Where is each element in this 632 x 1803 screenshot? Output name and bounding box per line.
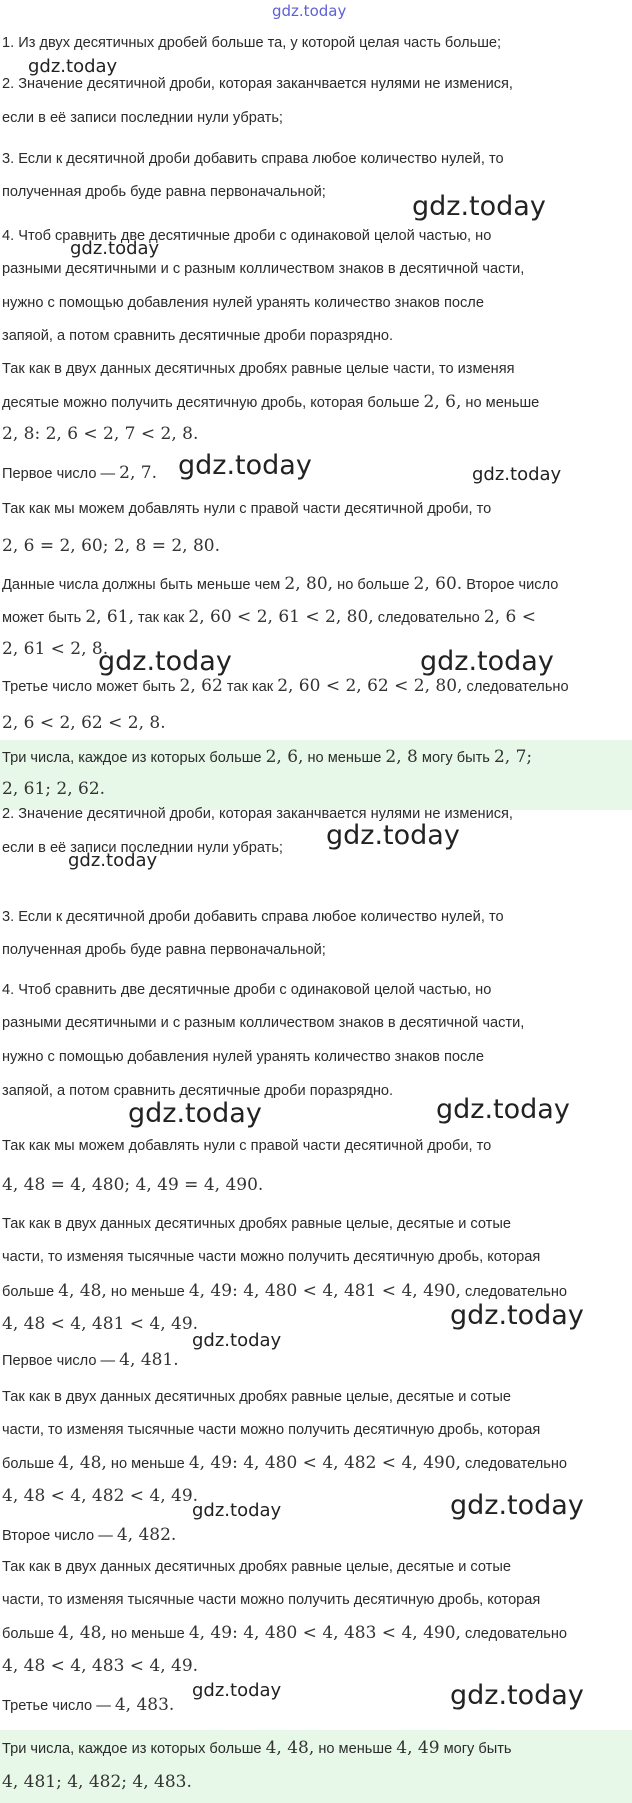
math-expression: 4, 481. [119,1350,179,1370]
text-line [0,1737,512,1760]
text-segment: Три числа, каждое из которых больше [2,750,266,766]
text-line [0,1386,511,1408]
math-expression: 2, 7. [119,463,157,483]
watermark: gdz.today [28,56,118,77]
text-segment: следовательно [462,679,569,695]
math-expression: 2, 61 < 2, 8. [2,639,109,659]
text-line [0,258,524,280]
text-line [0,1485,198,1508]
text-segment: 3. Если к десятичной дроби добавить справа любое количество нулей, то [2,909,504,925]
text-line [0,979,491,1001]
math-expression: 2, 62 [179,676,223,696]
text-segment: могу быть [417,750,494,766]
text-line [0,1174,263,1197]
math-expression: 4, 481; 4, 482; 4, 483. [2,1772,192,1792]
math-expression: 2, 60 < 2, 61 < 2, 80, [188,607,374,627]
text-line [0,32,501,54]
text-line [0,358,515,380]
math-expression: 2, 80, [284,574,334,594]
text-line [0,939,326,961]
text-segment: запяой, а потом сравнить десятичные дроби поразрядно. [2,328,394,344]
text-segment: десятые можно получить десятичную дробь, которая больше [2,395,424,411]
math-expression: 2, 6 < 2, 62 < 2, 8. [2,713,166,733]
text-segment: но меньше [314,1741,397,1757]
text-segment: могу быть [439,1741,512,1757]
text-segment: Три числа, каждое из которых больше [2,1741,266,1757]
text-line [0,1349,179,1372]
text-segment: так как [222,679,278,695]
text-segment: но меньше [106,1284,189,1300]
top-watermark: gdz.today [272,2,347,20]
text-segment: Так как в двух данных десятичных дробях равные целые, десятые и сотые [2,1389,511,1405]
math-expression: 4, 482. [116,1525,177,1545]
math-expression: 4, 49: 4, 480 < 4, 481 < 4, 490, [188,1281,461,1301]
text-line [0,292,484,314]
math-expression: 2, 60 < 2, 62 < 2, 80, [277,676,463,696]
text-line [0,1655,198,1678]
math-expression: 2, 7; [493,747,533,767]
text-segment: следовательно [460,1626,568,1642]
text-segment: полученная дробь буде равна первоначальной; [2,942,326,958]
text-line [0,638,108,661]
text-segment: 4. Чтоб сравнить две десятичные дроби с одинаковой целой частью, но [2,228,492,244]
watermark: gdz.today [436,1094,570,1125]
text-segment: 2. Значение десятичной дроби, которая заканчвается нулями не изменися, [2,76,513,92]
text-segment: Первое число — [2,1353,120,1369]
text-segment: Третье число может быть [2,679,180,695]
text-line [0,1012,524,1034]
text-segment: но меньше [106,1626,189,1642]
math-expression: 4, 48 = 4, 480; 4, 49 = 4, 490. [2,1175,264,1195]
watermark: gdz.today [412,191,546,222]
math-expression: 2, 6 = 2, 60; 2, 8 = 2, 80. [2,536,221,556]
math-expression: 2, 8: 2, 6 < 2, 7 < 2, 8. [2,424,199,444]
text-segment: но больше [333,577,414,593]
watermark: gdz.today [178,450,312,481]
text-segment: больше [2,1284,59,1300]
text-line [0,1524,176,1547]
text-line [0,107,283,129]
text-segment: разными десятичными и с разным колличеством знаков в десятичной части, [2,261,525,277]
math-expression: 4, 48 < 4, 481 < 4, 49. [2,1314,199,1334]
text-segment: но меньше [106,1456,189,1472]
text-line [0,391,539,414]
math-expression: 4, 49: 4, 480 < 4, 482 < 4, 490, [188,1453,461,1473]
text-segment: разными десятичными и с разным колличеством знаков в десятичной части, [2,1015,525,1031]
text-segment: но меньше [461,395,540,411]
text-segment: если в её записи последнии нули убрать; [2,110,283,126]
text-line [0,535,220,558]
math-expression: 4, 48, [58,1453,107,1473]
text-segment: больше [2,1626,59,1642]
math-expression: 2, 6, [423,392,462,412]
text-line [0,1246,540,1268]
text-line [0,712,166,735]
text-segment: части, то изменяя тысячные части можно получить десятичную дробь, которая [2,1592,541,1608]
text-line [0,1589,540,1611]
text-segment: запяой, а потом сравнить десятичные дроби поразрядно. [2,1083,394,1099]
text-line [0,181,326,203]
text-segment: так как [133,610,189,626]
text-line [0,778,105,801]
text-segment: Так как мы можем добавлять нули с правой части десятичной дроби, то [2,501,492,517]
watermark: gdz.today [128,1098,262,1129]
math-expression: 4, 48 < 4, 482 < 4, 49. [2,1486,199,1506]
text-segment: если в её записи последнии нули убрать; [2,840,283,856]
text-segment: следовательно [373,610,484,626]
text-segment: Второе число [462,577,559,593]
text-segment: части, то изменяя тысячные части можно получить десятичную дробь, которая [2,1249,541,1265]
math-expression: 4, 49: 4, 480 < 4, 483 < 4, 490, [188,1623,461,1643]
text-line [0,1213,511,1235]
text-line [0,1046,484,1068]
watermark: gdz.today [98,646,232,677]
text-line [0,1622,567,1645]
math-expression: 4, 48, [58,1281,107,1301]
watermark: gdz.today [472,464,562,485]
watermark: gdz.today [192,1680,282,1701]
math-expression: 4, 48, [265,1738,315,1758]
watermark: gdz.today [68,850,158,871]
text-segment: Так как в двух данных десятичных дробях равные целые, десятые и сотые [2,1559,511,1575]
text-segment: Данные числа должны быть меньше чем [2,577,285,593]
watermark: gdz.today [326,820,460,851]
text-segment: Так как мы можем добавлять нули с правой части десятичной дроби, то [2,1138,492,1154]
math-expression: 4, 483. [114,1695,175,1715]
text-line [0,423,198,446]
text-segment: больше [2,1456,59,1472]
watermark: gdz.today [192,1330,282,1351]
text-segment: 2. Значение десятичной дроби, которая заканчвается нулями не изменися, [2,806,513,822]
text-line [0,573,558,596]
text-line [0,606,536,629]
watermark: gdz.today [420,646,554,677]
math-expression: 4, 48 < 4, 483 < 4, 49. [2,1656,199,1676]
math-expression: 2, 6, [265,747,304,767]
text-segment: Третье число — [2,1698,115,1714]
text-segment: Так как в двух данных десятичных дробях равные целые, десятые и сотые [2,1216,511,1232]
text-segment: следовательно [460,1284,568,1300]
watermark: gdz.today [70,238,160,259]
text-segment: части, то изменяя тысячные части можно получить десятичную дробь, которая [2,1422,541,1438]
text-line [0,675,569,698]
math-expression: 2, 6 < [483,607,536,627]
text-line [0,462,157,485]
text-segment: следовательно [460,1456,568,1472]
text-segment: Первое число — [2,466,120,482]
text-segment: Второе число — [2,1528,117,1544]
text-segment: нужно с помощью добавления нулей уранять количество знаков после [2,1049,484,1065]
text-line [0,1694,174,1717]
watermark: gdz.today [450,1300,584,1331]
text-line [0,1556,511,1578]
text-segment: может быть [2,610,86,626]
math-expression: 4, 48, [58,1623,107,1643]
text-segment: но меньше [303,750,386,766]
text-line [0,1313,198,1336]
text-segment: 3. Если к десятичной дроби добавить справа любое количество нулей, то [2,151,504,167]
text-line [0,325,393,347]
watermark: gdz.today [192,1500,282,1521]
text-line [0,906,504,928]
text-line [0,1135,491,1157]
watermark: gdz.today [450,1490,584,1521]
text-line [0,746,532,769]
text-line [0,1452,567,1475]
text-segment: 4. Чтоб сравнить две десятичные дроби с одинаковой целой частью, но [2,982,492,998]
watermark: gdz.today [450,1680,584,1711]
math-expression: 4, 49 [396,1738,440,1758]
text-line [0,498,491,520]
text-line [0,1419,540,1441]
math-expression: 2, 60. [413,574,463,594]
text-segment: нужно с помощью добавления нулей уранять количество знаков после [2,295,484,311]
text-segment: Так как в двух данных десятичных дробях равные целые части, то изменяя [2,361,515,377]
math-expression: 2, 8 [385,747,418,767]
text-segment: 1. Из двух десятичных дробей больше та, у которой целая часть больше; [2,35,502,51]
math-expression: 2, 61; 2, 62. [2,779,106,799]
text-segment: полученная дробь буде равна первоначальной; [2,184,326,200]
text-line [0,1771,192,1794]
math-expression: 2, 61, [85,607,134,627]
text-line [0,148,504,170]
